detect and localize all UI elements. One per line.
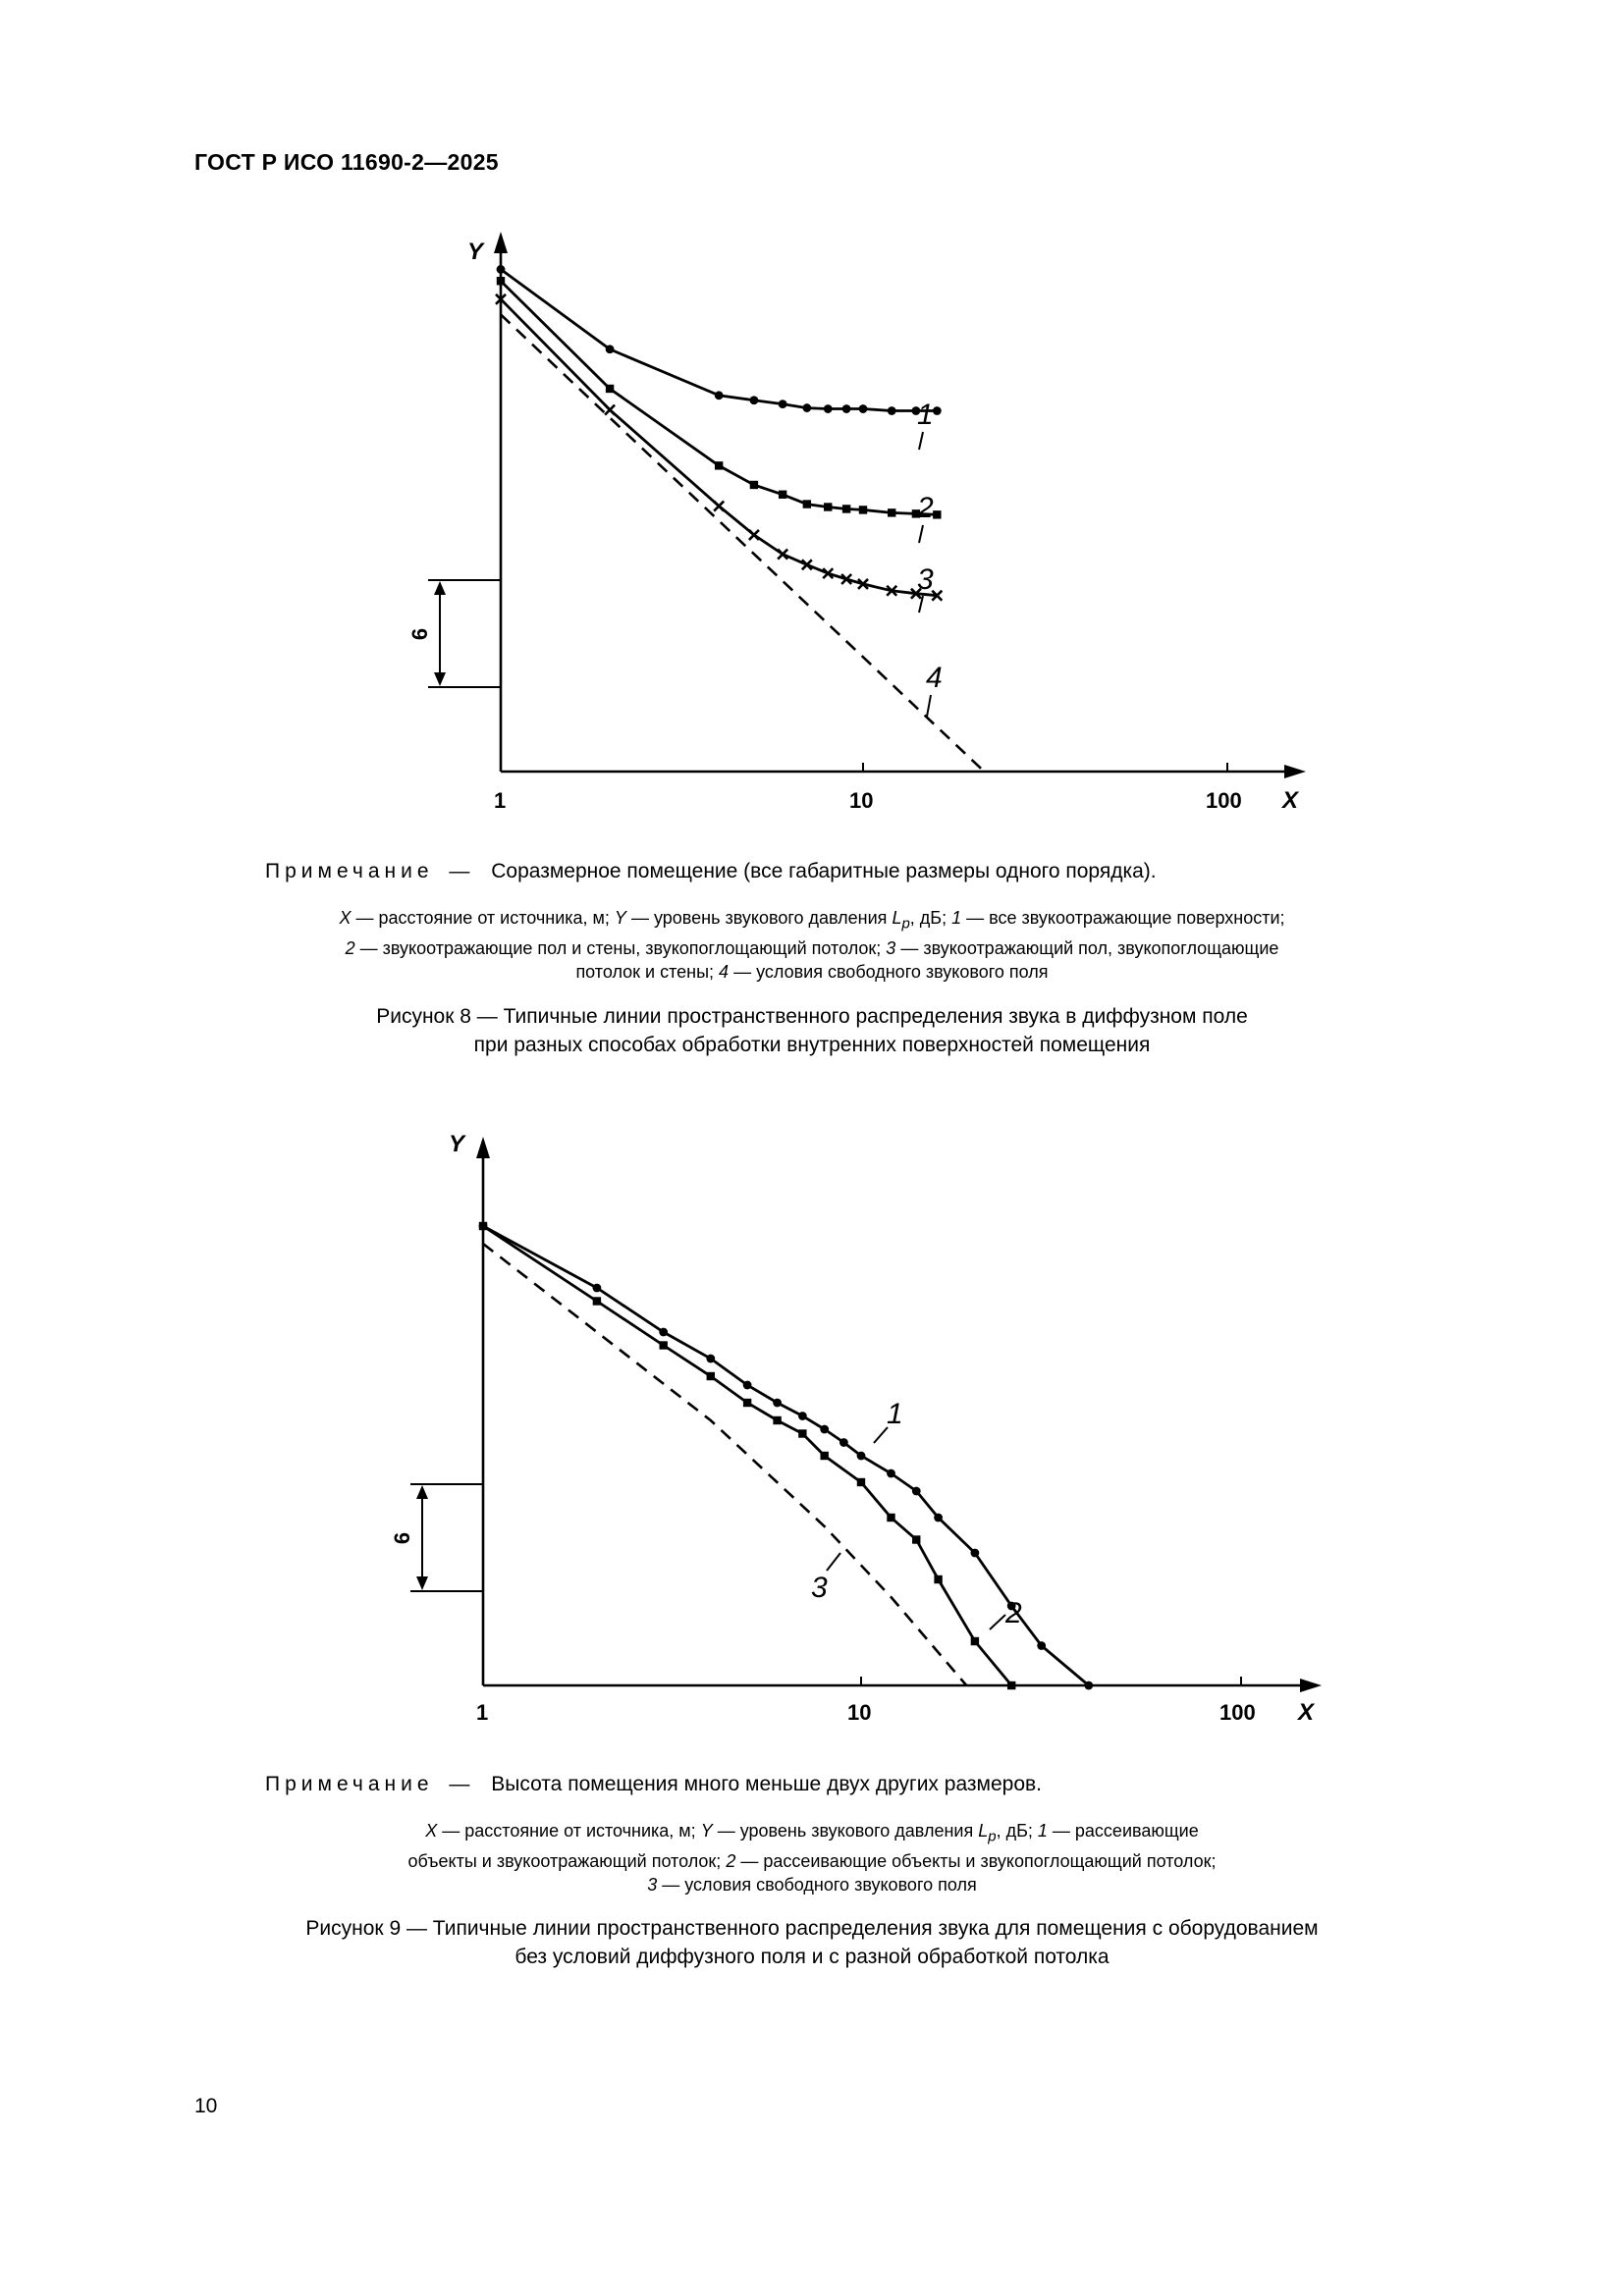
legend-line-2 bbox=[147, 936, 1477, 960]
figure-9-chart bbox=[0, 1119, 1624, 1747]
x-axis-label: X bbox=[1298, 1699, 1315, 1726]
x-axis-arrow-icon bbox=[1300, 1679, 1322, 1692]
legend-n1-text: — все звукоотражающие поверхности; bbox=[961, 908, 1285, 928]
scale-arrow-up-icon bbox=[416, 1485, 428, 1499]
x-tick-label-10: 10 bbox=[847, 1700, 872, 1725]
series-3-line bbox=[483, 1244, 966, 1685]
legend-n4: 4 bbox=[719, 961, 730, 982]
series-2-point bbox=[593, 1297, 601, 1305]
legend-y-text: — уровень звукового давления bbox=[625, 908, 893, 928]
series-1-point bbox=[715, 391, 724, 400]
series-1-point bbox=[779, 400, 787, 408]
note-dash: — bbox=[449, 860, 470, 882]
legend-line-1 bbox=[147, 1819, 1477, 1849]
legend-n2: 2 bbox=[345, 937, 355, 958]
legend-n3-text: — звукоотражающий пол, звукопоглощающие bbox=[895, 937, 1279, 958]
series-1-point bbox=[592, 1284, 601, 1293]
scale-bar bbox=[407, 580, 501, 687]
series-1-point bbox=[497, 265, 506, 274]
series-1-point bbox=[857, 1452, 866, 1461]
y-axis-arrow-icon bbox=[494, 232, 508, 253]
series-1-point bbox=[912, 1487, 921, 1496]
series-1-point bbox=[743, 1381, 752, 1390]
x-tick-label-1: 1 bbox=[476, 1700, 489, 1725]
legend-n1: 1 bbox=[1037, 1821, 1048, 1841]
caption-line-2: при разных способах обработки внутренних поверхностей помещения bbox=[473, 1034, 1151, 1056]
series-3-point bbox=[749, 530, 759, 540]
legend-y-symbol: Y bbox=[614, 908, 626, 928]
series-1-point bbox=[1037, 1641, 1046, 1650]
curve-labels bbox=[811, 1398, 1022, 1629]
legend-n1-text: — рассеивающие bbox=[1047, 1821, 1199, 1841]
series-2-point bbox=[824, 503, 832, 510]
series-2-point bbox=[857, 1478, 865, 1486]
figure-8-chart bbox=[0, 216, 1624, 844]
series-1-point bbox=[934, 1514, 943, 1522]
legend-line-3 bbox=[147, 960, 1477, 984]
x-tick-label-100: 100 bbox=[1219, 1700, 1256, 1725]
series-1-point bbox=[824, 404, 833, 413]
series-2-point bbox=[606, 385, 614, 393]
caption-line-1: Рисунок 8 — Типичные линии пространственного распределения звука в диффузном поле bbox=[376, 1005, 1248, 1028]
series-1-point bbox=[1084, 1682, 1093, 1690]
legend-l2-text: объекты и звукоотражающий потолок; bbox=[407, 1850, 727, 1871]
series-2-line bbox=[483, 1226, 1011, 1685]
series-3-line bbox=[501, 299, 937, 596]
legend-x-text: — расстояние от источника, м; bbox=[351, 908, 615, 928]
series-2-point bbox=[798, 1429, 806, 1437]
curve-label-3: 3 bbox=[917, 563, 934, 596]
legend-unit: , дБ; bbox=[996, 1821, 1038, 1841]
legend-lp-subscript: p bbox=[901, 915, 910, 933]
series-1-point bbox=[859, 404, 868, 413]
curve-label-3-leader bbox=[827, 1553, 840, 1571]
scale-label: 6 bbox=[407, 627, 432, 641]
series-2-point bbox=[859, 506, 867, 513]
scale-arrow-down-icon bbox=[416, 1576, 428, 1590]
scale-label: 6 bbox=[390, 1531, 414, 1545]
axes bbox=[494, 232, 1306, 778]
legend-n2-text: — рассеивающие объекты и звукопоглощающий потолок; bbox=[735, 1850, 1217, 1871]
caption-line-1: Рисунок 9 — Типичные линии пространственного распределения звука для помещения с оборудованием bbox=[305, 1917, 1319, 1940]
figure-8-legend bbox=[147, 906, 1477, 984]
note-text: Высота помещения много меньше двух других размеров. bbox=[491, 1773, 1042, 1795]
x-axis-arrow-icon bbox=[1284, 765, 1306, 778]
curve-label-2: 2 bbox=[917, 492, 934, 524]
series-4-line bbox=[501, 315, 984, 773]
y-axis-arrow-icon bbox=[476, 1137, 490, 1158]
y-axis-label: Y bbox=[467, 239, 484, 265]
series-1-point bbox=[820, 1425, 829, 1434]
series-2-point bbox=[820, 1452, 828, 1460]
note-label: Примечание bbox=[265, 860, 434, 882]
y-axis-label: Y bbox=[449, 1131, 465, 1157]
series-2-point bbox=[842, 505, 850, 512]
legend-lp-symbol: L bbox=[892, 908, 902, 928]
figure-9-caption bbox=[147, 1914, 1477, 1971]
document-header: ГОСТ Р ИСО 11690-2—2025 bbox=[194, 149, 499, 175]
curve-label-1-leader bbox=[919, 432, 923, 450]
series-2-point bbox=[750, 481, 758, 489]
series-2-point bbox=[659, 1341, 667, 1349]
plot-area bbox=[496, 265, 984, 772]
curve-label-2: 2 bbox=[1005, 1597, 1022, 1629]
curve-labels bbox=[916, 399, 943, 717]
series-1-point bbox=[933, 406, 942, 415]
legend-n4-text: — условия свободного звукового поля bbox=[729, 961, 1049, 982]
figure-9-legend bbox=[147, 1819, 1477, 1896]
curve-label-1: 1 bbox=[917, 399, 934, 431]
caption-line-2: без условий диффузного поля и с разной обработкой потолка bbox=[514, 1946, 1110, 1968]
series-1-line bbox=[483, 1226, 1089, 1685]
series-1-line bbox=[501, 269, 937, 410]
series-2-point bbox=[888, 508, 895, 516]
series-1-point bbox=[706, 1355, 715, 1363]
series-3-point bbox=[605, 405, 615, 415]
series-1-point bbox=[839, 1438, 848, 1447]
legend-n1: 1 bbox=[951, 908, 962, 928]
legend-line-3 bbox=[147, 1873, 1477, 1896]
series-2-point bbox=[887, 1514, 894, 1522]
note-dash: — bbox=[449, 1773, 470, 1795]
curve-label-2-leader bbox=[990, 1615, 1005, 1629]
figure-9-note bbox=[265, 1773, 1042, 1796]
series-2-point bbox=[707, 1372, 715, 1380]
legend-n3-text: — условия свободного звукового поля bbox=[657, 1874, 977, 1895]
scale-bar bbox=[390, 1484, 483, 1591]
curve-label-1: 1 bbox=[887, 1398, 903, 1430]
legend-y-text: — уровень звукового давления bbox=[712, 1821, 979, 1841]
legend-x-symbol: X bbox=[339, 908, 352, 928]
x-tick-label-10: 10 bbox=[849, 788, 874, 813]
x-tick-label-100: 100 bbox=[1206, 788, 1242, 813]
series-2-point bbox=[715, 461, 723, 469]
series-1-point bbox=[750, 396, 759, 404]
curve-label-4: 4 bbox=[926, 662, 943, 694]
series-2-point bbox=[934, 1575, 942, 1583]
series-1-point bbox=[888, 406, 896, 415]
series-1-point bbox=[842, 404, 851, 413]
series-1-point bbox=[970, 1549, 979, 1558]
series-2-point bbox=[971, 1637, 979, 1645]
series-2-point bbox=[779, 491, 786, 499]
page-number: 10 bbox=[194, 2095, 218, 2117]
figure-8-note bbox=[265, 860, 1157, 883]
series-2-point bbox=[912, 1535, 920, 1543]
legend-l3-text: потолок и стены; bbox=[575, 961, 720, 982]
legend-x-text: — расстояние от источника, м; bbox=[437, 1821, 701, 1841]
legend-lp-subscript: p bbox=[988, 1828, 997, 1845]
series-1-point bbox=[606, 345, 615, 353]
series-1-point bbox=[659, 1328, 668, 1337]
series-2-point bbox=[497, 277, 505, 285]
legend-unit: , дБ; bbox=[909, 908, 952, 928]
legend-x-symbol: X bbox=[425, 1821, 438, 1841]
legend-y-symbol: Y bbox=[700, 1821, 713, 1841]
series-1-point bbox=[798, 1412, 807, 1420]
figure-8-caption bbox=[147, 1002, 1477, 1059]
note-text: Соразмерное помещение (все габаритные размеры одного порядка). bbox=[491, 860, 1157, 882]
curve-label-1-leader bbox=[874, 1427, 888, 1443]
legend-n3: 3 bbox=[886, 937, 896, 958]
series-2-point bbox=[743, 1399, 751, 1407]
legend-n2-text: — звукоотражающие пол и стены, звукопоглощающий потолок; bbox=[354, 937, 887, 958]
x-tick-label-1: 1 bbox=[494, 788, 507, 813]
legend-n3: 3 bbox=[647, 1874, 658, 1895]
legend-n2: 2 bbox=[726, 1850, 736, 1871]
series-1-point bbox=[802, 403, 811, 412]
legend-line-1 bbox=[147, 906, 1477, 936]
series-2-point bbox=[479, 1222, 487, 1230]
series-2-point bbox=[1007, 1682, 1015, 1689]
series-3-point bbox=[714, 502, 724, 511]
series-2-point bbox=[933, 510, 941, 518]
legend-line-2 bbox=[147, 1849, 1477, 1873]
note-label: Примечание bbox=[265, 1773, 434, 1795]
curve-label-3: 3 bbox=[811, 1572, 828, 1604]
series-2-point bbox=[803, 500, 811, 507]
series-1-point bbox=[773, 1399, 782, 1408]
series-1-point bbox=[887, 1469, 895, 1478]
x-axis-label: X bbox=[1282, 787, 1299, 814]
legend-lp-symbol: L bbox=[978, 1821, 989, 1841]
curve-label-4-leader bbox=[927, 695, 931, 717]
curve-label-2-leader bbox=[919, 525, 923, 543]
scale-arrow-down-icon bbox=[434, 672, 446, 686]
scale-arrow-up-icon bbox=[434, 581, 446, 595]
series-2-point bbox=[773, 1416, 781, 1424]
